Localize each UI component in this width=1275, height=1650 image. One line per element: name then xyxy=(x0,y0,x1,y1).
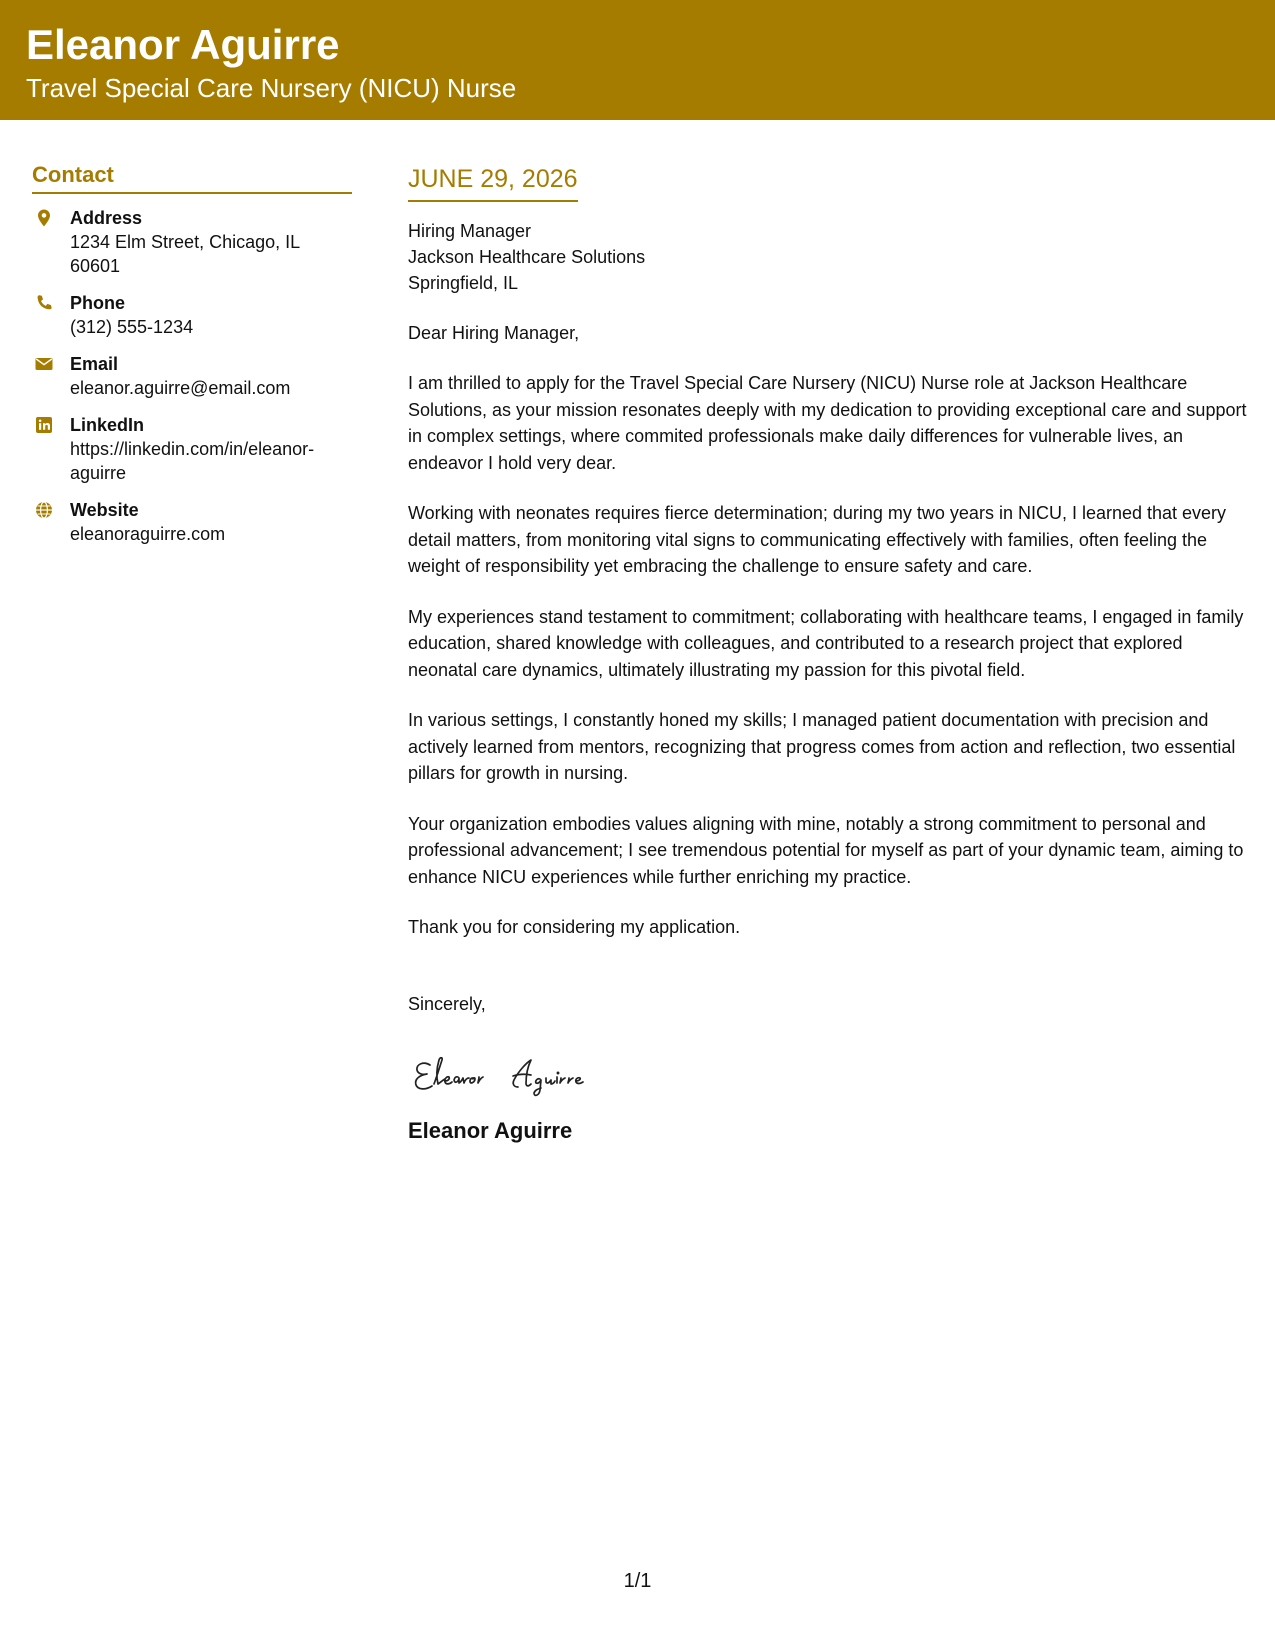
letter-paragraph: I am thrilled to apply for the Travel Special Care Nursery (NICU) Nurse role at Jackson Healthcare Solutions, as your mission resonates deeply with my dedication to providing exceptional care and support in complex settings, where commited professionals make daily differences for vulnerable lives, an endeavor I hold very dear. xyxy=(408,373,1247,473)
letter-paragraph: Thank you for considering my application. xyxy=(408,917,741,937)
website-value: eleanoraguirre.com xyxy=(70,524,226,545)
recipient-line: Springfield, IL xyxy=(408,273,519,293)
contact-sidebar xyxy=(32,162,352,559)
linkedin-icon xyxy=(34,415,54,435)
header-banner xyxy=(0,0,1275,120)
letter-date: JUNE 29, 2026 xyxy=(408,164,578,202)
map-pin-icon xyxy=(34,208,54,228)
email-value: eleanor.aguirre@email.com xyxy=(70,378,291,399)
envelope-icon xyxy=(34,354,54,374)
contact-section-title: Contact xyxy=(32,162,352,194)
phone-value: (312) 555-1234 xyxy=(70,317,194,338)
job-title: Travel Special Care Nursery (NICU) Nurse xyxy=(26,73,517,103)
contact-linkedin xyxy=(32,413,352,485)
contact-website xyxy=(32,498,352,546)
recipient-line: Jackson Healthcare Solutions xyxy=(408,247,646,267)
contact-list xyxy=(32,206,352,546)
linkedin-value: https://linkedin.com/in/eleanor-aguirre xyxy=(70,439,315,484)
recipient-line: Hiring Manager xyxy=(408,221,532,241)
contact-address xyxy=(32,206,352,278)
signed-name: Eleanor Aguirre xyxy=(408,1117,573,1143)
letter-body xyxy=(408,164,1253,1145)
page-number: 1/1 xyxy=(623,1570,652,1592)
website-label: Website xyxy=(70,500,139,521)
contact-email xyxy=(32,352,352,400)
letter-paragraph: Working with neonates requires fierce determination; during my two years in NICU, I learned that every detail matters, from monitoring vital signs to communicating effectively with families, often feeling the weight of responsibility yet embracing the challenge to ensure safety and care. xyxy=(408,503,1227,576)
address-value: 1234 Elm Street, Chicago, IL 60601 xyxy=(70,232,300,277)
candidate-name: Eleanor Aguirre xyxy=(26,21,340,68)
handwritten-signature xyxy=(408,1043,668,1103)
closing: Sincerely, xyxy=(408,993,486,1014)
letter-paragraph: My experiences stand testament to commitment; collaborating with healthcare teams, I engaged in family education, shared knowledge with colleagues, and contributed to a research project that explored neonatal care dynamics, ultimately illustrating my passion for this pivotal field. xyxy=(408,606,1244,680)
letter-paragraph: In various settings, I constantly honed my skills; I managed patient documentation with precision and actively learned from mentors, recognizing that progress comes from action and reflection, two essential pillars for growth in nursing. xyxy=(408,710,1236,783)
letter-paragraph: Your organization embodies values aligning with mine, notably a strong commitment to personal and professional advancement; I see tremendous potential for myself as part of your dynamic team, aiming to enhance NICU experiences while further enriching my practice. xyxy=(408,813,1244,887)
salutation: Dear Hiring Manager, xyxy=(408,323,580,343)
email-label: Email xyxy=(70,354,119,375)
globe-icon xyxy=(34,500,54,520)
contact-phone xyxy=(32,291,352,339)
recipient-block xyxy=(408,218,1253,296)
phone-label: Phone xyxy=(70,293,126,314)
phone-icon xyxy=(34,293,54,313)
address-label: Address xyxy=(70,208,143,229)
linkedin-label: LinkedIn xyxy=(70,415,145,436)
